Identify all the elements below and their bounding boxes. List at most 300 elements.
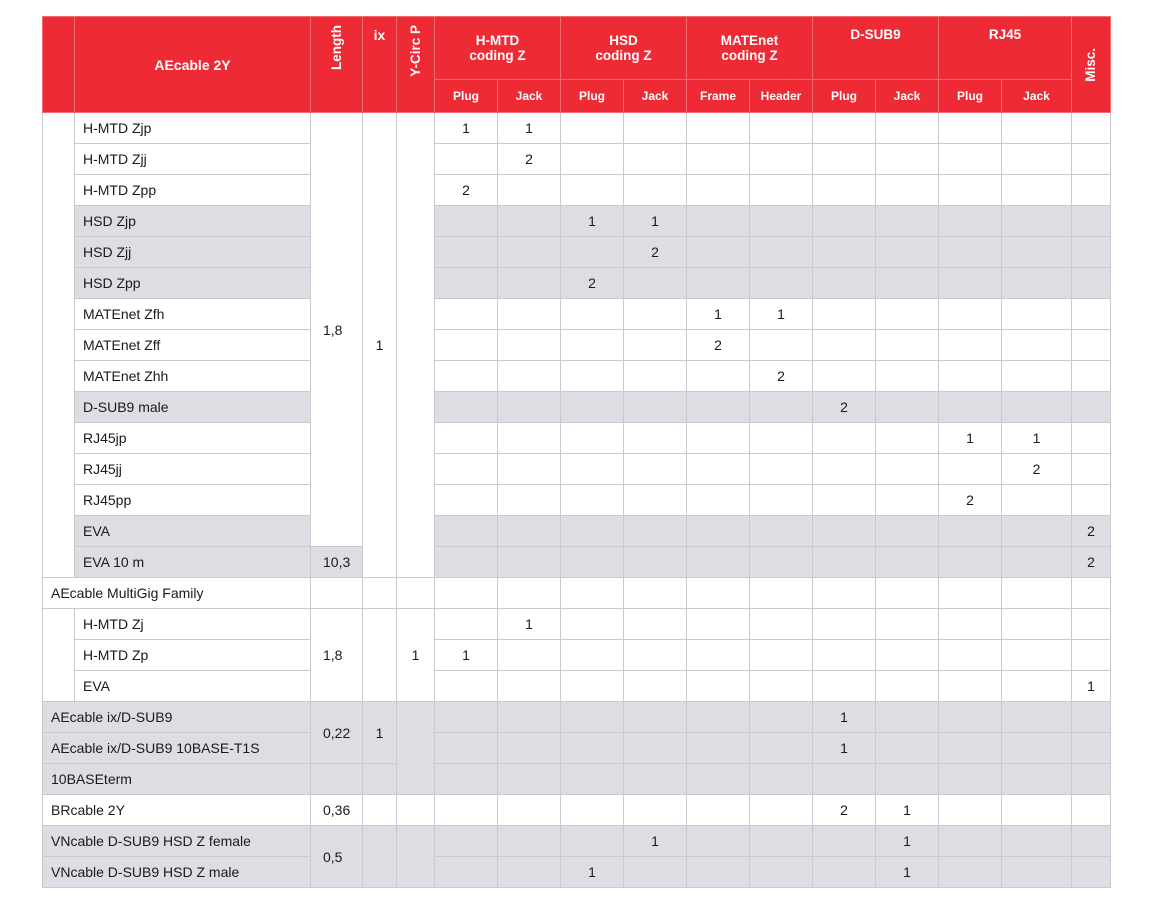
ix-cell (363, 609, 397, 702)
ix-cell (363, 764, 397, 795)
value-cell (1002, 609, 1072, 640)
value-cell (1002, 330, 1072, 361)
value-cell (939, 237, 1002, 268)
row-name: H-MTD Zj (75, 609, 311, 640)
value-cell (1002, 702, 1072, 733)
value-cell (1002, 640, 1072, 671)
value-cell (498, 764, 561, 795)
value-cell: 2 (813, 795, 876, 826)
value-cell (624, 485, 687, 516)
misc-cell (1072, 857, 1111, 888)
value-cell (813, 826, 876, 857)
value-cell (1002, 764, 1072, 795)
value-cell (750, 733, 813, 764)
value-cell (498, 361, 561, 392)
value-cell: 1 (624, 826, 687, 857)
value-cell (687, 175, 750, 206)
length-cell (311, 578, 363, 609)
value-cell (498, 485, 561, 516)
header-dsub9-jack: Jack (876, 80, 939, 113)
row-name: BRcable 2Y (43, 795, 311, 826)
ycirc-cell (397, 826, 435, 888)
value-cell: 2 (939, 485, 1002, 516)
value-cell (939, 609, 1002, 640)
table-row (43, 795, 1111, 826)
value-cell (750, 702, 813, 733)
row-name: EVA 10 m (75, 547, 311, 578)
value-cell (687, 516, 750, 547)
value-cell (498, 268, 561, 299)
value-cell (624, 113, 687, 144)
value-cell (939, 206, 1002, 237)
header-spacer (43, 17, 75, 113)
value-cell (1002, 144, 1072, 175)
value-cell (939, 640, 1002, 671)
value-cell (939, 361, 1002, 392)
value-cell (813, 578, 876, 609)
value-cell (561, 485, 624, 516)
value-cell (876, 113, 939, 144)
value-cell (750, 454, 813, 485)
cable-compatibility-table (42, 16, 1111, 888)
table-row (43, 702, 1111, 733)
value-cell (939, 392, 1002, 423)
value-cell: 2 (435, 175, 498, 206)
header-group-rj45: RJ45 (939, 17, 1072, 80)
value-cell (687, 795, 750, 826)
value-cell (498, 826, 561, 857)
table-header (43, 17, 1111, 113)
ycirc-cell (397, 795, 435, 826)
value-cell (939, 764, 1002, 795)
table-row (43, 578, 1111, 609)
row-name: AEcable ix/D-SUB9 (43, 702, 311, 733)
value-cell (876, 237, 939, 268)
row-name: H-MTD Zjj (75, 144, 311, 175)
value-cell (561, 113, 624, 144)
table-body (43, 113, 1111, 888)
value-cell (813, 237, 876, 268)
value-cell (435, 237, 498, 268)
value-cell (939, 671, 1002, 702)
value-cell: 1 (939, 423, 1002, 454)
misc-cell (1072, 361, 1111, 392)
value-cell (624, 299, 687, 330)
ix-cell (363, 795, 397, 826)
value-cell (1002, 795, 1072, 826)
value-cell (561, 392, 624, 423)
value-cell (750, 826, 813, 857)
value-cell (1002, 299, 1072, 330)
header-hsd-jack: Jack (624, 80, 687, 113)
row-name: HSD Zjj (75, 237, 311, 268)
value-cell (876, 144, 939, 175)
value-cell (624, 733, 687, 764)
misc-cell (1072, 330, 1111, 361)
row-name: 10BASEterm (43, 764, 311, 795)
row-name: RJ45jj (75, 454, 311, 485)
value-cell (813, 144, 876, 175)
value-cell (624, 144, 687, 175)
value-cell (498, 733, 561, 764)
value-cell (876, 578, 939, 609)
value-cell (939, 733, 1002, 764)
value-cell (939, 516, 1002, 547)
misc-cell (1072, 795, 1111, 826)
value-cell (435, 826, 498, 857)
value-cell (750, 857, 813, 888)
value-cell (624, 547, 687, 578)
value-cell (624, 454, 687, 485)
value-cell (435, 206, 498, 237)
value-cell (561, 299, 624, 330)
value-cell (498, 516, 561, 547)
value-cell (687, 826, 750, 857)
value-cell (1002, 206, 1072, 237)
value-cell (939, 113, 1002, 144)
value-cell (687, 671, 750, 702)
value-cell (813, 361, 876, 392)
value-cell (750, 144, 813, 175)
ycirc-cell (397, 113, 435, 578)
value-cell (624, 671, 687, 702)
value-cell (687, 485, 750, 516)
value-cell (561, 826, 624, 857)
value-cell (624, 423, 687, 454)
value-cell (687, 454, 750, 485)
value-cell (876, 330, 939, 361)
value-cell (435, 857, 498, 888)
value-cell (624, 516, 687, 547)
value-cell (750, 423, 813, 454)
header-dsub9-plug: Plug (813, 80, 876, 113)
value-cell (498, 237, 561, 268)
value-cell (813, 268, 876, 299)
value-cell (687, 144, 750, 175)
value-cell (876, 299, 939, 330)
value-cell (561, 330, 624, 361)
ix-cell: 1 (363, 113, 397, 578)
value-cell (1002, 175, 1072, 206)
table-row (43, 640, 1111, 671)
value-cell (498, 671, 561, 702)
value-cell (813, 671, 876, 702)
misc-cell (1072, 144, 1111, 175)
value-cell (498, 206, 561, 237)
value-cell: 1 (561, 206, 624, 237)
value-cell (561, 671, 624, 702)
value-cell (498, 330, 561, 361)
value-cell (1002, 516, 1072, 547)
value-cell (1002, 361, 1072, 392)
value-cell: 1 (876, 826, 939, 857)
value-cell (750, 671, 813, 702)
value-cell (435, 144, 498, 175)
row-name: MATEnet Zfh (75, 299, 311, 330)
value-cell (750, 206, 813, 237)
value-cell (750, 175, 813, 206)
value-cell (1002, 578, 1072, 609)
value-cell (624, 702, 687, 733)
value-cell (687, 702, 750, 733)
value-cell (813, 330, 876, 361)
row-name: H-MTD Zpp (75, 175, 311, 206)
value-cell (939, 578, 1002, 609)
table-row (43, 671, 1111, 702)
value-cell (561, 578, 624, 609)
misc-cell (1072, 454, 1111, 485)
misc-cell (1072, 733, 1111, 764)
value-cell (1002, 268, 1072, 299)
value-cell (750, 764, 813, 795)
value-cell (750, 609, 813, 640)
value-cell (624, 795, 687, 826)
ycirc-cell (397, 578, 435, 609)
value-cell (876, 392, 939, 423)
value-cell (561, 609, 624, 640)
misc-cell (1072, 206, 1111, 237)
value-cell: 1 (498, 609, 561, 640)
misc-cell (1072, 578, 1111, 609)
header-hmtd-jack: Jack (498, 80, 561, 113)
value-cell (876, 516, 939, 547)
header-hmtd-plug: Plug (435, 80, 498, 113)
misc-cell (1072, 640, 1111, 671)
row-name: RJ45pp (75, 485, 311, 516)
value-cell (813, 113, 876, 144)
header-group-matenet: MATEnet coding Z (687, 17, 813, 80)
table-row (43, 206, 1111, 237)
misc-cell: 2 (1072, 547, 1111, 578)
table-row (43, 392, 1111, 423)
value-cell (435, 547, 498, 578)
value-cell (687, 361, 750, 392)
value-cell (624, 609, 687, 640)
header-length: Length (311, 17, 363, 113)
table-row (43, 299, 1111, 330)
value-cell (561, 423, 624, 454)
row-name: VNcable D-SUB9 HSD Z female (43, 826, 311, 857)
row-name: EVA (75, 671, 311, 702)
value-cell (498, 423, 561, 454)
value-cell (561, 237, 624, 268)
value-cell (876, 423, 939, 454)
row-name: H-MTD Zp (75, 640, 311, 671)
value-cell: 1 (687, 299, 750, 330)
value-cell (813, 454, 876, 485)
value-cell (435, 733, 498, 764)
ycirc-cell: 1 (397, 609, 435, 702)
value-cell (498, 547, 561, 578)
row-name: D-SUB9 male (75, 392, 311, 423)
value-cell (435, 268, 498, 299)
value-cell (813, 609, 876, 640)
value-cell (876, 206, 939, 237)
value-cell (498, 702, 561, 733)
table-row (43, 423, 1111, 454)
value-cell (687, 547, 750, 578)
length-cell: 1,8 (311, 609, 363, 702)
value-cell (498, 454, 561, 485)
length-cell: 0,36 (311, 795, 363, 826)
header-matenet-frame: Frame (687, 80, 750, 113)
value-cell (750, 268, 813, 299)
value-cell (939, 702, 1002, 733)
value-cell (435, 795, 498, 826)
misc-cell (1072, 175, 1111, 206)
table-row (43, 144, 1111, 175)
ycirc-cell (397, 702, 435, 795)
row-name: HSD Zpp (75, 268, 311, 299)
value-cell (939, 330, 1002, 361)
value-cell (939, 795, 1002, 826)
value-cell (750, 578, 813, 609)
value-cell (435, 392, 498, 423)
value-cell (561, 702, 624, 733)
value-cell: 1 (435, 640, 498, 671)
value-cell (687, 268, 750, 299)
value-cell (876, 609, 939, 640)
value-cell (624, 392, 687, 423)
value-cell (750, 237, 813, 268)
value-cell (687, 640, 750, 671)
table-row (43, 547, 1111, 578)
value-cell (561, 454, 624, 485)
value-cell (813, 299, 876, 330)
misc-cell (1072, 702, 1111, 733)
row-indent (43, 609, 75, 702)
value-cell (939, 144, 1002, 175)
value-cell (813, 206, 876, 237)
value-cell (939, 547, 1002, 578)
misc-cell (1072, 609, 1111, 640)
ix-cell: 1 (363, 702, 397, 764)
value-cell (687, 237, 750, 268)
length-cell: 0,22 (311, 702, 363, 764)
value-cell (750, 392, 813, 423)
length-cell: 1,8 (311, 113, 363, 547)
value-cell (687, 857, 750, 888)
value-cell (498, 640, 561, 671)
value-cell (813, 423, 876, 454)
table-row (43, 330, 1111, 361)
header-group-dsub9: D-SUB9 (813, 17, 939, 80)
value-cell: 1 (435, 113, 498, 144)
value-cell (1002, 392, 1072, 423)
misc-cell (1072, 113, 1111, 144)
value-cell (750, 547, 813, 578)
header-misc: Misc. (1072, 17, 1111, 113)
value-cell (435, 671, 498, 702)
value-cell: 2 (1002, 454, 1072, 485)
value-cell (939, 299, 1002, 330)
value-cell (939, 175, 1002, 206)
value-cell (435, 330, 498, 361)
row-name: VNcable D-SUB9 HSD Z male (43, 857, 311, 888)
value-cell (561, 144, 624, 175)
value-cell (435, 764, 498, 795)
value-cell (435, 578, 498, 609)
value-cell (876, 361, 939, 392)
value-cell (1002, 733, 1072, 764)
value-cell (1002, 671, 1072, 702)
value-cell (435, 454, 498, 485)
misc-cell (1072, 299, 1111, 330)
header-group-hsd: HSD coding Z (561, 17, 687, 80)
value-cell: 1 (750, 299, 813, 330)
value-cell (498, 299, 561, 330)
table-row (43, 237, 1111, 268)
value-cell (1002, 547, 1072, 578)
value-cell (498, 795, 561, 826)
value-cell (687, 578, 750, 609)
value-cell (498, 578, 561, 609)
table-row (43, 609, 1111, 640)
row-name: EVA (75, 516, 311, 547)
value-cell (1002, 113, 1072, 144)
value-cell (876, 547, 939, 578)
value-cell: 1 (561, 857, 624, 888)
value-cell (876, 485, 939, 516)
value-cell (813, 857, 876, 888)
value-cell (813, 640, 876, 671)
value-cell: 2 (561, 268, 624, 299)
row-name: AEcable ix/D-SUB9 10BASE-T1S (43, 733, 311, 764)
header-group-hmtd: H-MTD coding Z (435, 17, 561, 80)
value-cell (876, 175, 939, 206)
value-cell (435, 516, 498, 547)
value-cell: 2 (813, 392, 876, 423)
value-cell (687, 764, 750, 795)
header-ycirc: Y-Circ P (397, 17, 435, 113)
value-cell: 2 (624, 237, 687, 268)
value-cell (750, 113, 813, 144)
value-cell (687, 392, 750, 423)
value-cell: 1 (1002, 423, 1072, 454)
value-cell (687, 423, 750, 454)
value-cell: 1 (624, 206, 687, 237)
misc-cell (1072, 764, 1111, 795)
value-cell (561, 547, 624, 578)
misc-cell (1072, 423, 1111, 454)
value-cell (813, 175, 876, 206)
ix-cell (363, 578, 397, 609)
value-cell (876, 764, 939, 795)
header-product-group: AEcable 2Y (75, 17, 311, 113)
value-cell (939, 857, 1002, 888)
value-cell (687, 113, 750, 144)
value-cell (624, 330, 687, 361)
table-row (43, 857, 1111, 888)
value-cell (624, 175, 687, 206)
value-cell (1002, 485, 1072, 516)
value-cell (876, 268, 939, 299)
ix-cell (363, 826, 397, 888)
row-name: HSD Zjp (75, 206, 311, 237)
value-cell (624, 361, 687, 392)
row-name: MATEnet Zhh (75, 361, 311, 392)
value-cell (939, 826, 1002, 857)
value-cell (687, 206, 750, 237)
table-row (43, 113, 1111, 144)
table-row (43, 454, 1111, 485)
length-cell: 0,5 (311, 826, 363, 888)
value-cell: 2 (498, 144, 561, 175)
header-rj45-jack: Jack (1002, 80, 1072, 113)
table-row (43, 733, 1111, 764)
row-indent (43, 113, 75, 578)
value-cell (561, 733, 624, 764)
